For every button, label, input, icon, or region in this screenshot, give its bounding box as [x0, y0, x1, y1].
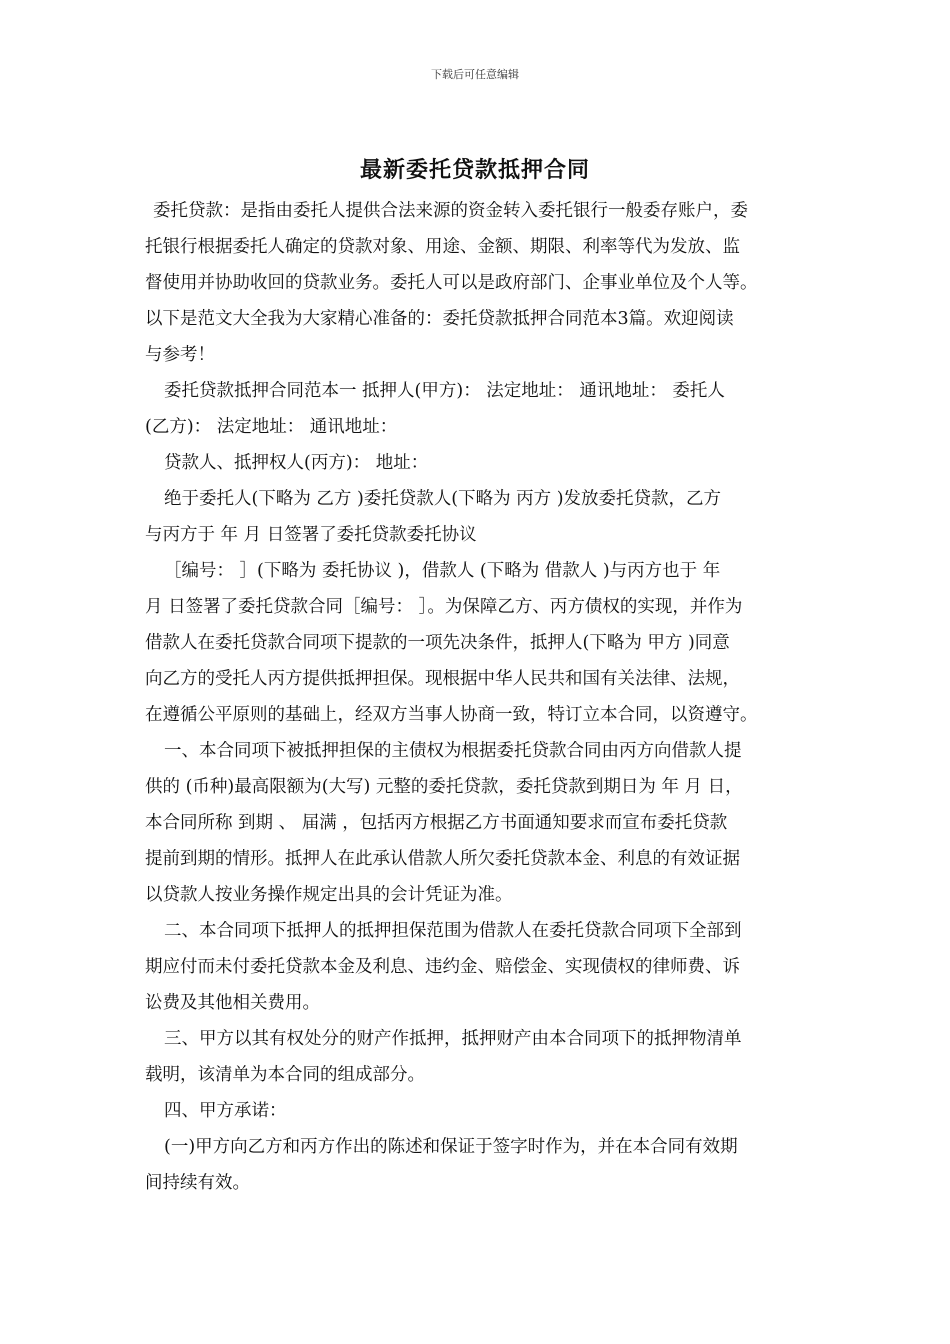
paragraph-line: 借款人在委托贷款合同项下提款的一项先决条件，抵押人(下略为 甲方 )同意 [145, 633, 730, 653]
paragraph-line: 与丙方于 年 月 日签署了委托贷款委托协议 [145, 525, 477, 545]
paragraph-line: 二、本合同项下抵押人的抵押担保范围为借款人在委托贷款合同项下全部到 [164, 921, 742, 941]
paragraph-line: 供的 (币种)最高限额为(大写) 元整的委托贷款，委托贷款到期日为 年 月 日， [145, 777, 743, 797]
paragraph-line: 贷款人、抵押权人(丙方)： 地址： [164, 453, 429, 473]
header-note: 下载后可任意编辑 [431, 68, 519, 81]
paragraph-line: (一)甲方向乙方和丙方作出的陈述和保证于签字时作为，并在本合同有效期 [164, 1137, 738, 1157]
paragraph-line: 载明，该清单为本合同的组成部分。 [145, 1065, 425, 1085]
paragraph-line: 委托贷款抵押合同范本一 抵押人(甲方)： 法定地址： 通讯地址： 委托人 [164, 381, 725, 401]
paragraph-line: ［编号： ］(下略为 委托协议 )，借款人 (下略为 借款人 )与丙方也于 年 [164, 561, 721, 581]
paragraph-line: 三、甲方以其有权处分的财产作抵押，抵押财产由本合同项下的抵押物清单 [164, 1029, 742, 1049]
paragraph-line: 以贷款人按业务操作规定出具的会计凭证为准。 [145, 885, 513, 905]
paragraph-line: 在遵循公平原则的基础上，经双方当事人协商一致，特订立本合同，以资遵守。 [145, 705, 758, 725]
paragraph-line: 讼费及其他相关费用。 [145, 993, 320, 1013]
paragraph-line: 四、甲方承诺： [164, 1101, 287, 1121]
paragraph-line: 以下是范文大全我为大家精心准备的：委托贷款抵押合同范本3篇。欢迎阅读 [145, 309, 734, 329]
paragraph-line: 本合同所称 到期 、 届满 ，包括丙方根据乙方书面通知要求而宣布委托贷款 [145, 813, 728, 833]
paragraph-line: 提前到期的情形。抵押人在此承认借款人所欠委托贷款本金、利息的有效证据 [145, 849, 740, 869]
paragraph-line: 督使用并协助收回的贷款业务。委托人可以是政府部门、企事业单位及个人等。 [145, 273, 758, 293]
paragraph-line: (乙方)： 法定地址： 通讯地址： [145, 417, 398, 437]
paragraph-line: 间持续有效。 [145, 1173, 250, 1193]
paragraph-line: 绝于委托人(下略为 乙方 )委托贷款人(下略为 丙方 )发放委托贷款，乙方 [164, 489, 722, 509]
paragraph-line: 向乙方的受托人丙方提供抵押担保。现根据中华人民共和国有关法律、法规， [145, 669, 740, 689]
paragraph-line: 与参考！ [145, 345, 215, 365]
paragraph-line: 委托贷款：是指由委托人提供合法来源的资金转入委托银行一般委存账户，委 [153, 201, 748, 221]
paragraph-line: 月 日签署了委托贷款合同［编号： ］。为保障乙方、丙方债权的实现，并作为 [145, 597, 743, 617]
paragraph-line: 托银行根据委托人确定的贷款对象、用途、金额、期限、利率等代为发放、监 [145, 237, 740, 257]
paragraph-line: 一、本合同项下被抵押担保的主债权为根据委托贷款合同由丙方向借款人提 [164, 741, 742, 761]
document-body [145, 193, 809, 1201]
paragraph-line: 期应付而未付委托贷款本金及利息、违约金、赔偿金、实现债权的律师费、诉 [145, 957, 740, 977]
document-title: 最新委托贷款抵押合同 [359, 157, 590, 183]
